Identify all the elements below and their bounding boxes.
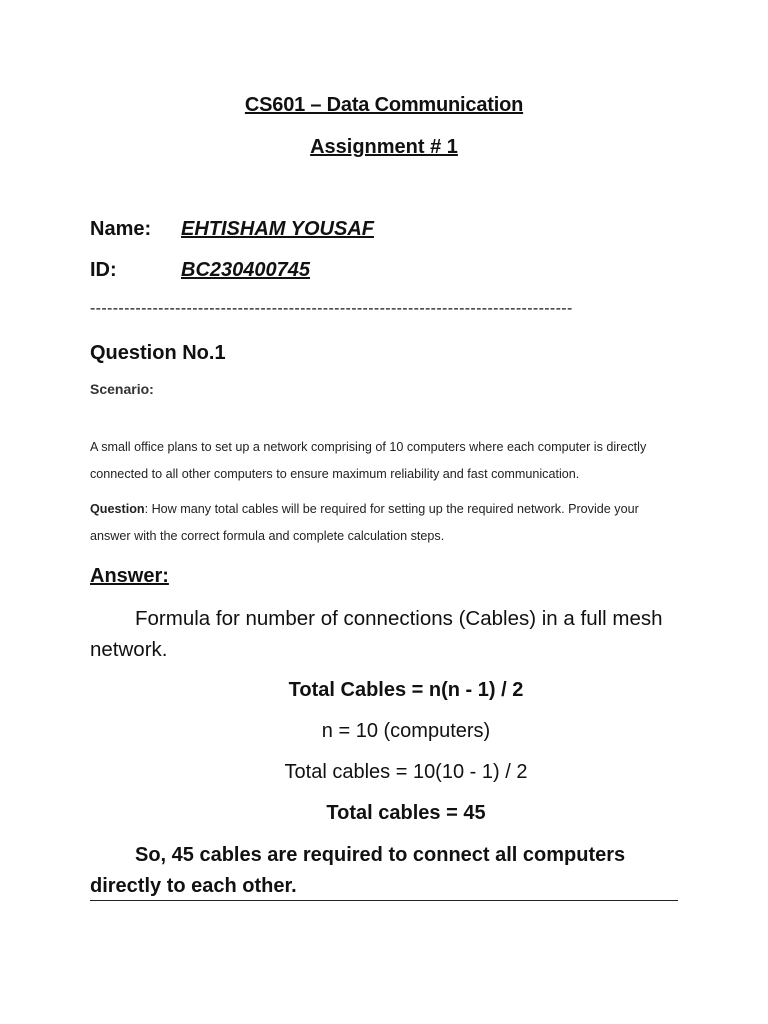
question-label: Question (90, 502, 145, 516)
conclusion-text: So, 45 cables are required to connect all computers directly to each other. (90, 844, 626, 897)
dashed-separator: ------------------------------------------------------------------------------------- (90, 300, 573, 317)
id-label: ID: (90, 259, 117, 281)
result-line: Total cables = 45 (326, 802, 486, 824)
question-paragraph (90, 496, 670, 549)
course-title: CS601 – Data Communication (244, 94, 524, 116)
bottom-rule (90, 900, 678, 901)
assignment-title: Assignment # 1 (310, 136, 458, 158)
substitution-line: Total cables = 10(10 - 1) / 2 (284, 761, 528, 783)
student-id: BC230400745 (181, 259, 310, 281)
formula-intro: Formula for number of connections (Cables) in a full mesh network. (90, 607, 663, 661)
scenario-label: Scenario: (90, 381, 154, 397)
question-heading: Question No.1 (90, 342, 226, 364)
answer-heading: Answer: (90, 565, 169, 587)
student-name: EHTISHAM YOUSAF (181, 218, 374, 240)
name-label: Name: (90, 218, 152, 240)
scenario-text: A small office plans to set up a network comprising of 10 computers where each computer is directly connected to all other computers to ensure maximum reliability and fast communication. (90, 440, 647, 481)
question-text: : How many total cables will be required for setting up the required network. Provide your answer with the correct formula and complete calculation steps. (90, 502, 639, 543)
n-value-line: n = 10 (computers) (321, 720, 491, 742)
formula-line: Total Cables = n(n - 1) / 2 (288, 679, 524, 701)
